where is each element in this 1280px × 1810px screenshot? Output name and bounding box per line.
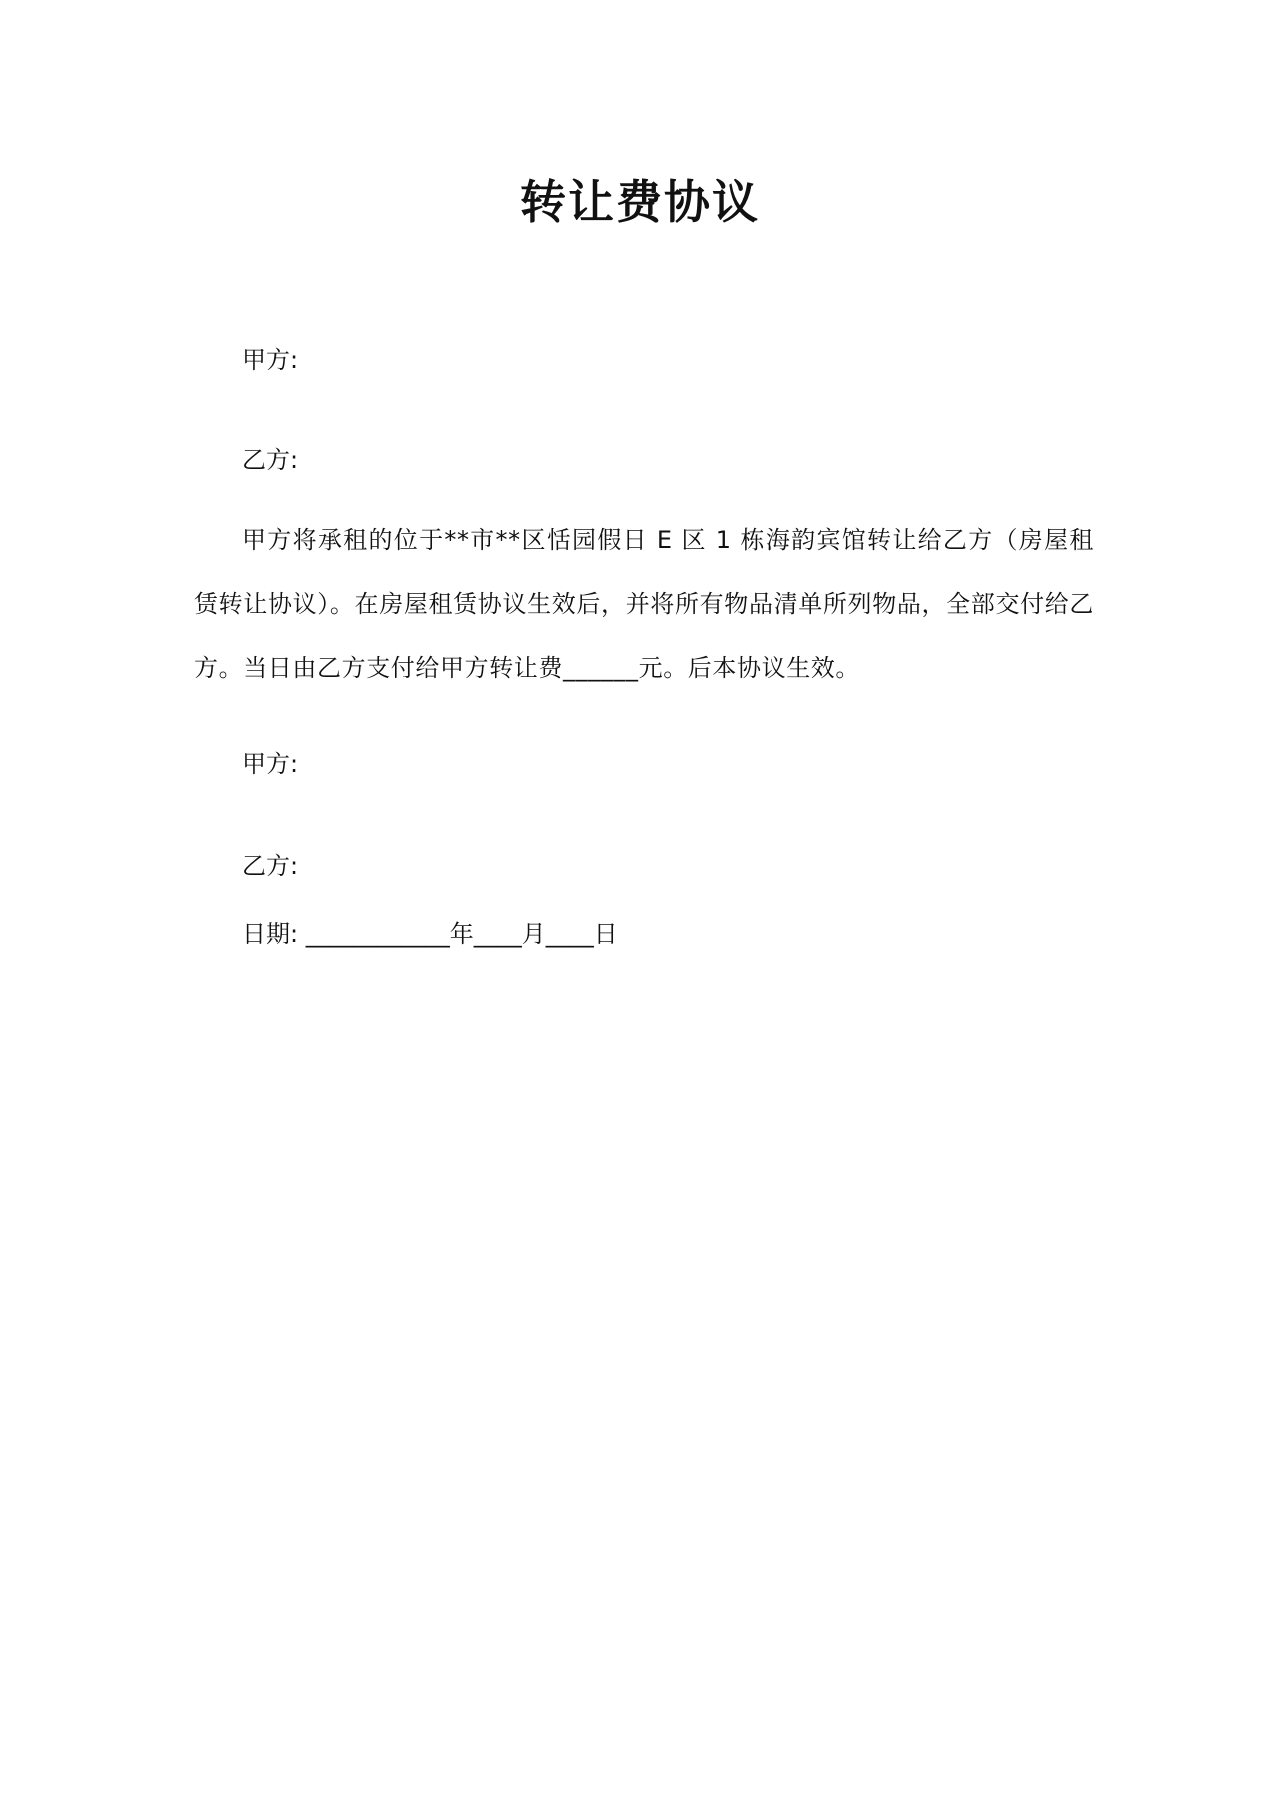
signature-party-b-label: 乙方: (242, 852, 299, 880)
agreement-body: 甲方将承租的位于**市**区恬园假日 E 区 1 栋海韵宾馆转让给乙方（房屋租赁转让协议）。在房屋租赁协议生效后，并将所有物品清单所列物品，全部交付给乙方。当日由乙方支付给甲方转让费______元。后本协议生效。 (194, 526, 1094, 682)
document-title: 转让费协议 (520, 175, 760, 229)
party-b-label: 乙方: (242, 446, 299, 474)
party-a-label: 甲方: (242, 346, 299, 374)
date-line: 日期: ____________年____月____日 (242, 920, 618, 948)
signature-party-a-label: 甲方: (242, 750, 299, 778)
